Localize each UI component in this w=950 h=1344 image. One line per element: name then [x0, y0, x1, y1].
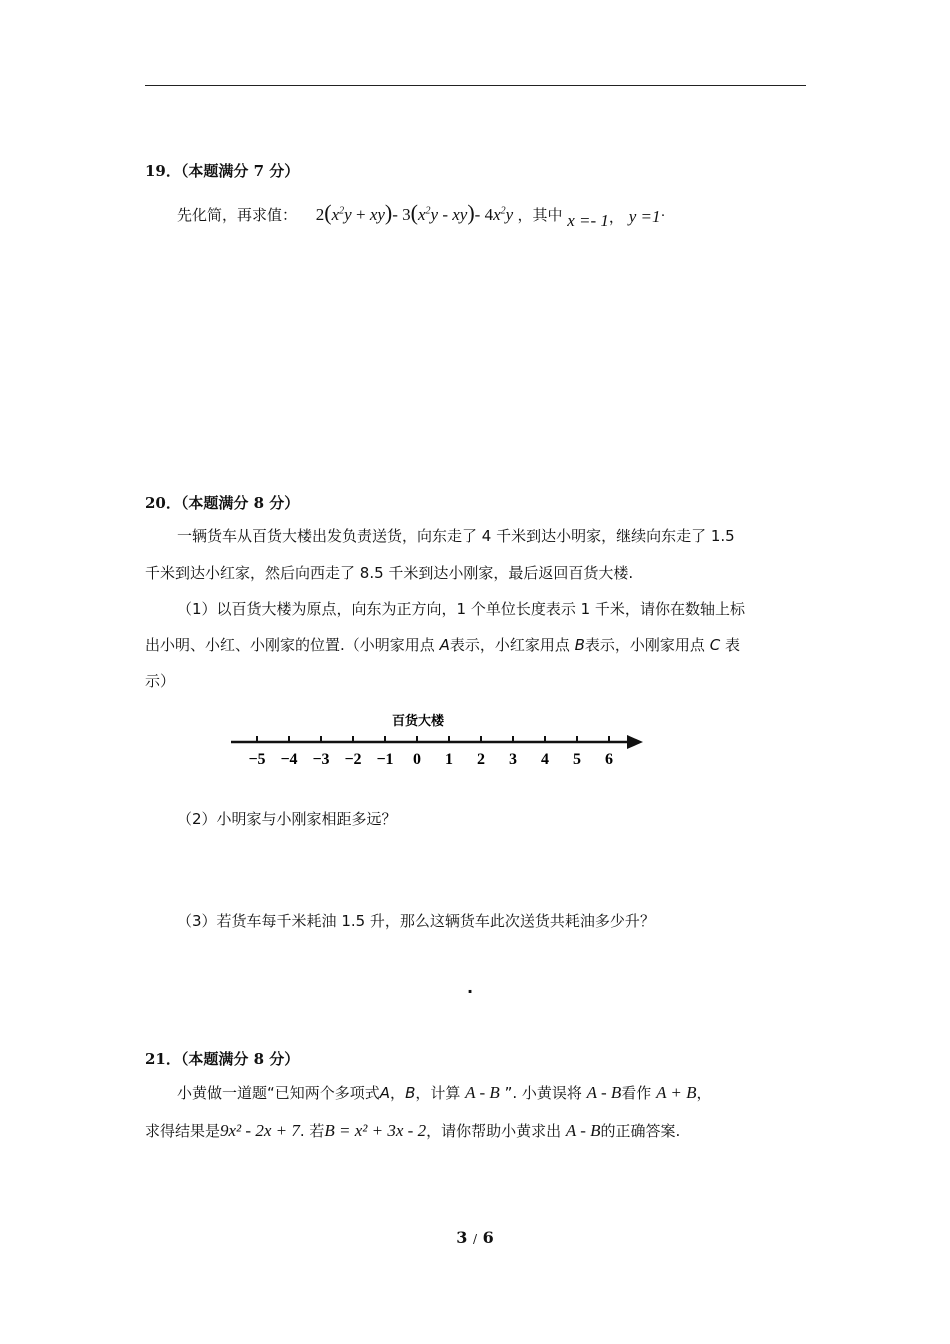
q21-expr-a-minus-b-3: A - B	[565, 1121, 601, 1140]
numberline-tick-label: −1	[376, 751, 394, 768]
numberline-origin-label: 百货大楼	[391, 714, 445, 729]
q20-part2: （2）小明家与小刚家相距多远？	[177, 810, 397, 828]
q20-heading	[145, 492, 299, 513]
page-number	[0, 1228, 950, 1247]
numberline-tick-label: 1	[445, 751, 453, 768]
q21-text-f: 求得结果是	[145, 1122, 221, 1140]
q21-expr-a-minus-b-2: A - B	[586, 1083, 622, 1102]
q21-b-expr: B = x² + 3x - 2	[324, 1121, 427, 1140]
q21-line2	[145, 1120, 680, 1141]
q21-text-d: 看作	[621, 1084, 652, 1102]
q20-part1-text-c: 表示，小刚家用点	[584, 636, 705, 654]
q21-expr-a-minus-b: A - B	[465, 1083, 500, 1102]
q21-heading	[145, 1048, 299, 1069]
numberline-arrow	[627, 735, 643, 749]
q20-number: 20．	[145, 494, 181, 512]
q20-part1-text-b: 表示，小红家用点	[449, 636, 570, 654]
q20-score: （本题满分 8 分）	[180, 494, 300, 512]
q19-y-value: y =1	[628, 207, 661, 226]
numberline-tick-label: −3	[312, 751, 330, 768]
numberline-tick-label: −4	[280, 751, 298, 768]
q21-number: 21．	[145, 1050, 181, 1068]
numberline-tick-label: −5	[248, 751, 266, 768]
q21-text-b: ，计算	[415, 1084, 461, 1102]
q20-part1-line1: （1）以百货大楼为原点，向东为正方向，1 个单位长度表示 1 千米，请你在数轴上标	[177, 600, 745, 618]
q19-heading	[145, 160, 299, 181]
q21-text-c: ”. 小黄误将	[504, 1084, 582, 1102]
q21-text-i: 的正确答案.	[600, 1122, 681, 1140]
number-line	[225, 705, 650, 773]
numberline-tick-label: 0	[413, 751, 421, 768]
q21-expr-a-plus-b: A + B	[656, 1083, 697, 1102]
header-rule	[145, 85, 806, 86]
point-c-label: C	[709, 636, 721, 654]
q21-text-g: . 若	[299, 1122, 325, 1140]
q21-text-h: ，请你帮助小黄求出	[426, 1122, 562, 1140]
stray-dot: .	[467, 978, 474, 997]
q19-condition: ，其中	[517, 206, 563, 224]
numberline-tick-label: 5	[573, 751, 581, 768]
q20-part1-text-d: 表	[724, 636, 740, 654]
q20-part3: （3）若货车每千米耗油 1.5 升，那么这辆货车此次送货共耗油多少升？	[177, 912, 655, 930]
q21-text-a: 小黄做一道题“已知两个多项式	[177, 1084, 380, 1102]
numberline-tick-label: 3	[509, 751, 517, 768]
q21-result-expr: 9x² - 2x + 7	[220, 1121, 300, 1140]
q21-score: （本题满分 8 分）	[180, 1050, 300, 1068]
q20-part1-line3: 示）	[145, 672, 176, 690]
q20-part1-text-a: 出小明、小红、小刚家的位置.（小明家用点	[145, 636, 435, 654]
page-current: 3	[456, 1228, 468, 1247]
q19-expression: $2(x^2y + xy)-$ $3(x^2y - xy)-$ $4x^2y$	[315, 200, 518, 225]
q20-para1: 一辆货车从百货大楼出发负责送货，向东走了 4 千米到达小明家，继续向东走了 1.5	[177, 527, 735, 545]
q20-part1-line2	[145, 634, 740, 655]
q21-comma: ，	[390, 1084, 406, 1102]
q21-var-a: A	[379, 1084, 391, 1102]
numberline-tick-label: −2	[344, 751, 362, 768]
q19-prompt: 先化简，再求值：	[177, 206, 298, 224]
q19-number: 19．	[145, 162, 181, 180]
q20-para2: 千米到达小红家，然后向西走了 8.5 千米到达小刚家，最后返回百货大楼.	[145, 564, 634, 582]
point-b-label: B	[574, 636, 585, 654]
numberline-tick-label: 6	[605, 751, 613, 768]
numberline-tick-label: 4	[541, 751, 549, 768]
numberline-tick-labels	[248, 751, 613, 768]
q21-var-b: B	[405, 1084, 416, 1102]
page-total: 6	[482, 1228, 494, 1247]
page-separator: /	[472, 1232, 478, 1246]
numberline-tick-label: 2	[477, 751, 485, 768]
q19-x-value: x =- 1	[567, 211, 609, 230]
q21-line1	[177, 1082, 712, 1103]
q19-body: 先化简，再求值： $2(x^2y + xy)-$ $3(x^2y - xy)-$ $4x^2y$ ，其中 x =- 1， y =1·	[177, 200, 666, 230]
point-a-label: A	[439, 636, 450, 654]
q21-text-e: ，	[696, 1084, 712, 1102]
q19-score: （本题满分 7 分）	[180, 162, 300, 180]
